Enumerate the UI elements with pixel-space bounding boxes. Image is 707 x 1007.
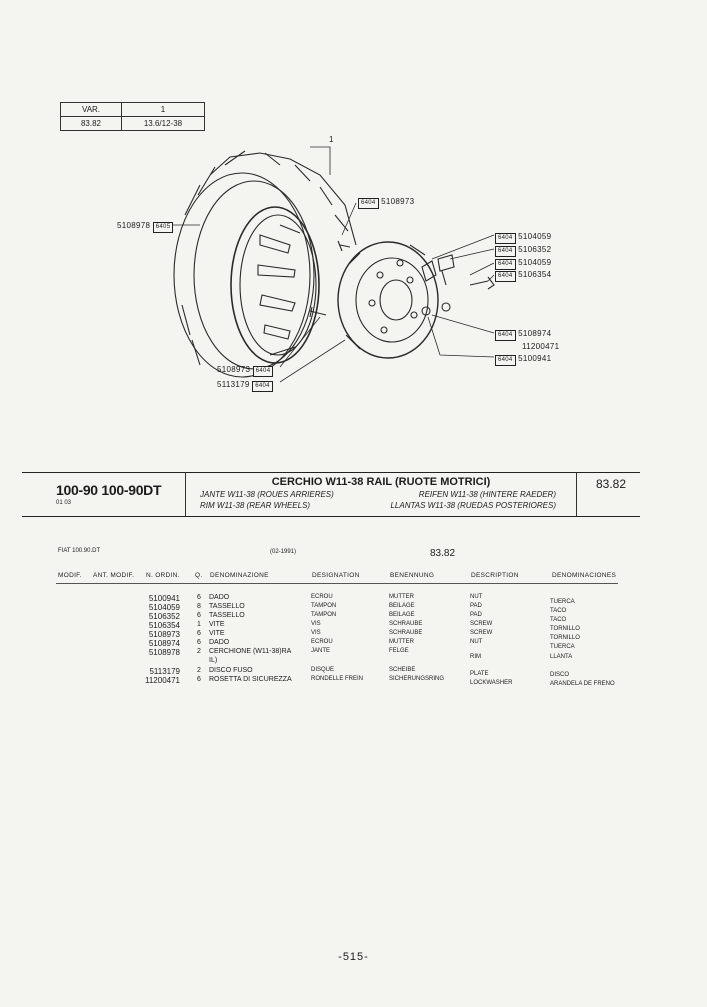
col-n-ordin: N. ORDIN. (146, 572, 180, 579)
part-en: NUT (470, 639, 483, 645)
title-en: RIM W11-38 (REAR WHEELS) (200, 501, 311, 510)
part-de: BEILAGE (389, 612, 415, 618)
model-name: 100-90 100-90DT (56, 482, 162, 498)
part-number: 5113179 (149, 667, 180, 676)
col-ant-modif: ANT. MODIF. (93, 572, 135, 579)
part-es: TORNILLO (550, 626, 580, 632)
col-modif: MODIF. (58, 572, 82, 579)
part-es: TACO (550, 608, 567, 614)
part-it-continued: IL) (209, 657, 218, 664)
table-row (0, 612, 707, 621)
callout-ref-1: 1 (329, 135, 334, 144)
part-it: DADO (209, 594, 230, 601)
part-es: TUERCA (550, 644, 575, 650)
part-qty: 6 (197, 639, 201, 646)
callout-5113179 (217, 380, 273, 392)
callout-box: 6404 (252, 381, 273, 392)
callout-box: 6404 (358, 198, 379, 209)
callout-number: 5108973 (217, 365, 251, 374)
col-denominazione: DENOMINAZIONE (210, 572, 269, 579)
callout-5104059-b (495, 258, 551, 270)
part-it: TASSELLO (209, 603, 245, 610)
callout-box: 6404 (495, 233, 516, 244)
col-rule (56, 583, 618, 584)
part-en: PAD (470, 612, 482, 618)
callout-box: 6404 (495, 330, 516, 341)
callout-5108974 (495, 329, 551, 341)
part-fr: ECROU (311, 594, 333, 600)
table-row (0, 594, 707, 603)
callout-5104059-a (495, 232, 551, 244)
part-qty: 2 (197, 648, 201, 655)
col-designation: DESIGNATION (312, 572, 360, 579)
part-es: DISCO (550, 672, 570, 678)
part-number: 5108978 (148, 648, 180, 657)
part-fr: RONDELLE FREIN (311, 676, 364, 682)
part-it: VITE (209, 621, 225, 628)
col-denominaciones: DENOMINACIONES (552, 572, 617, 579)
part-it: TASSELLO (209, 612, 245, 619)
col-description: DESCRIPTION (471, 572, 519, 579)
part-qty: 8 (197, 603, 201, 610)
part-number: 5108974 (148, 639, 180, 648)
callout-5100941 (495, 354, 551, 366)
callout-number: 11200471 (522, 342, 560, 351)
fiat-model: FIAT 100.90.DT (58, 548, 101, 554)
table-row (0, 630, 707, 639)
part-en: SCREW (470, 630, 493, 636)
callout-number: 5106354 (518, 270, 552, 279)
part-de: BEILAGE (389, 603, 415, 609)
part-es: TACO (550, 617, 567, 623)
part-de: MUTTER (389, 639, 414, 645)
callout-box: 6404 (495, 355, 516, 366)
model-date: 01 03 (56, 500, 72, 506)
callout-number: 5108973 (381, 197, 415, 206)
callout-5108978 (117, 221, 173, 233)
var-header-value: 1 (122, 103, 205, 117)
part-it: VITE (209, 630, 225, 637)
callout-box: 6404 (495, 246, 516, 257)
callout-number: 5108974 (518, 329, 552, 338)
part-fr: DISQUE (311, 667, 335, 673)
callout-11200471 (522, 342, 559, 351)
callout-5108973-bottom (217, 365, 273, 377)
part-number: 5100941 (148, 594, 180, 603)
part-fr: VIS (311, 630, 321, 636)
part-number: 5106354 (148, 621, 180, 630)
title-box (185, 472, 577, 516)
part-qty: 1 (197, 621, 201, 628)
part-de: SCHEIBE (389, 667, 416, 673)
callout-5108973-top (358, 197, 414, 209)
callout-number: 5113179 (217, 380, 250, 389)
section-code: 83.82 (595, 477, 627, 491)
header-bottom-rule (22, 516, 640, 517)
var-header: VAR. (61, 103, 122, 117)
variant-table (60, 102, 205, 131)
col-benennung: BENENNUNG (390, 572, 435, 579)
catalog-date: (02-1991) (270, 549, 297, 555)
part-qty: 6 (197, 676, 201, 683)
part-number: 11200471 (145, 676, 180, 685)
part-qty: 6 (197, 630, 201, 637)
callout-5106354 (495, 270, 551, 282)
part-de: FELGE (389, 648, 409, 654)
part-fr: VIS (311, 621, 321, 627)
table-row (0, 603, 707, 612)
callout-box: 6404 (495, 259, 516, 270)
part-de: MUTTER (389, 594, 414, 600)
part-es: ARANDELA DE FRENO (550, 681, 615, 687)
callout-number: 5100941 (518, 354, 552, 363)
table-row (0, 676, 707, 685)
part-es: TORNILLO (550, 635, 580, 641)
callout-number: 5104059 (518, 258, 552, 267)
title-de: REIFEN W11-38 (HINTERE RAEDER) (418, 490, 556, 499)
callout-box: 6404 (253, 366, 274, 377)
table-row (0, 639, 707, 648)
callout-number: 5104059 (518, 232, 552, 241)
callout-5106352 (495, 245, 551, 257)
section-title: CERCHIO W11-38 RAIL (RUOTE MOTRICI) (271, 476, 491, 488)
part-en: SCREW (470, 621, 493, 627)
part-it: DISCO FUSO (209, 667, 253, 674)
callout-box: 6405 (153, 222, 174, 233)
part-qty: 2 (197, 667, 201, 674)
part-es: LLANTA (550, 654, 573, 660)
part-it: ROSETTA DI SICUREZZA (209, 676, 292, 683)
part-fr: JANTE (311, 648, 331, 654)
page-number: -515- (338, 951, 369, 963)
title-es: LLANTAS W11-38 (RUEDAS POSTERIORES) (390, 501, 556, 510)
table-row (0, 621, 707, 630)
part-es: TUERCA (550, 599, 575, 605)
col-q: Q. (195, 572, 203, 579)
part-de: SCHRAUBE (389, 630, 423, 636)
part-number: 5108973 (148, 630, 180, 639)
part-it: CERCHIONE (W11-38)RA (209, 648, 292, 655)
part-de: SCHRAUBE (389, 621, 423, 627)
callout-number: 5108978 (117, 221, 151, 230)
callout-number: 5106352 (518, 245, 552, 254)
var-size: 13.6/12-38 (122, 117, 205, 131)
part-qty: 6 (197, 612, 201, 619)
part-en: PAD (470, 603, 482, 609)
var-code: 83.82 (61, 117, 122, 131)
table-row (0, 667, 707, 676)
part-qty: 6 (197, 594, 201, 601)
table-row (0, 648, 707, 666)
part-fr: TAMPON (311, 612, 337, 618)
part-en: LOCKWASHER (470, 680, 513, 686)
part-fr: ECROU (311, 639, 333, 645)
part-number: 5104059 (148, 603, 180, 612)
part-it: DADO (209, 639, 230, 646)
part-en: NUT (470, 594, 483, 600)
part-fr: TAMPON (311, 603, 337, 609)
part-en: PLATE (470, 671, 489, 677)
table-code: 83.82 (430, 548, 456, 559)
part-en: RIM (470, 654, 481, 660)
part-number: 5106352 (148, 612, 180, 621)
callout-box: 6404 (495, 271, 516, 282)
part-de: SICHERUNGSRING (389, 676, 445, 682)
title-fr: JANTE W11-38 (ROUES ARRIERES) (200, 490, 334, 499)
